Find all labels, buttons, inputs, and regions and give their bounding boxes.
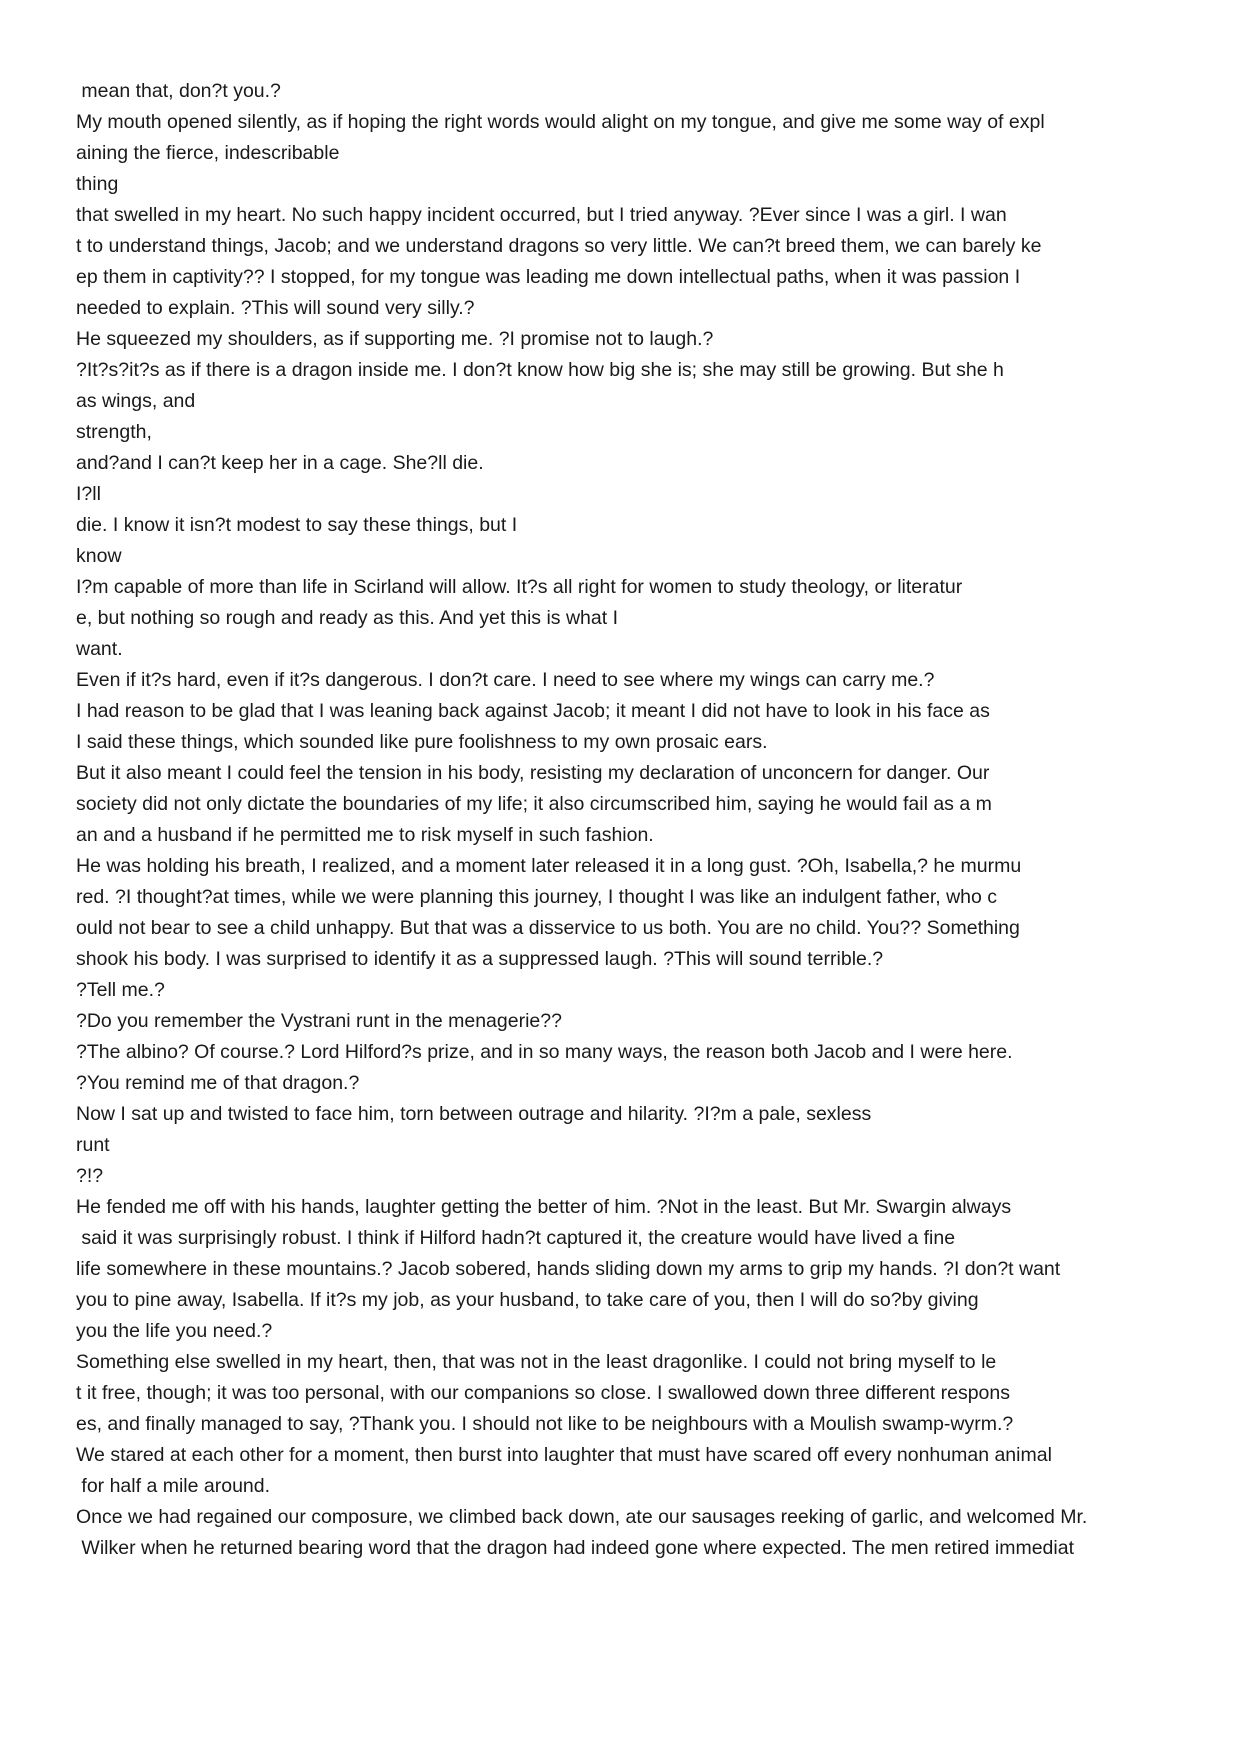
text-line: ep them in captivity?? I stopped, for my tongue was leading me down intellectual paths, when it was passion I <box>76 266 1021 288</box>
text-line: strength, <box>76 421 152 443</box>
text-line: red. ?I thought?at times, while we were planning this journey, I thought I was like an indulgent father, who c <box>76 886 998 908</box>
text-line: I said these things, which sounded like pure foolishness to my own prosaic ears. <box>76 731 768 753</box>
body-text <box>76 76 1186 1564</box>
text-line: My mouth opened silently, as if hoping the right words would alight on my tongue, and give me some way of expl <box>76 111 1045 133</box>
text-line: He was holding his breath, I realized, and a moment later released it in a long gust. ?Oh, Isabella,? he murmu <box>76 855 1022 877</box>
text-line: shook his body. I was surprised to identify it as a suppressed laugh. ?This will sound terrible.? <box>76 948 884 970</box>
text-line: ?!? <box>76 1165 104 1187</box>
text-line: and?and I can?t keep her in a cage. She?ll die. <box>76 452 484 474</box>
text-line: t to understand things, Jacob; and we understand dragons so very little. We can?t breed them, we can barely ke <box>76 235 1042 257</box>
text-line: as wings, and <box>76 390 196 412</box>
text-line: needed to explain. ?This will sound very silly.? <box>76 297 475 319</box>
text-line: die. I know it isn?t modest to say these things, but I <box>76 514 518 536</box>
text-line: es, and finally managed to say, ?Thank you. I should not like to be neighbours with a Moulish swamp-wyrm.? <box>76 1413 1014 1435</box>
text-line: ?You remind me of that dragon.? <box>76 1072 360 1094</box>
text-line: ?Do you remember the Vystrani runt in the menagerie?? <box>76 1010 562 1032</box>
text-line: that swelled in my heart. No such happy incident occurred, but I tried anyway. ?Ever since I was a girl. I wan <box>76 204 1007 226</box>
text-line: ould not bear to see a child unhappy. But that was a disservice to us both. You are no child. You?? Something <box>76 917 1020 939</box>
text-line: I had reason to be glad that I was leaning back against Jacob; it meant I did not have to look in his face as <box>76 700 990 722</box>
text-line: I?m capable of more than life in Scirland will allow. It?s all right for women to study theology, or literatur <box>76 576 963 598</box>
text-line: But it also meant I could feel the tension in his body, resisting my declaration of unconcern for danger. Our <box>76 762 990 784</box>
text-line: society did not only dictate the boundaries of my life; it also circumscribed him, saying he would fail as a m <box>76 793 992 815</box>
text-line: e, but nothing so rough and ready as this. And yet this is what I <box>76 607 619 629</box>
text-line: mean that, don?t you.? <box>76 80 281 102</box>
text-line: aining the fierce, indescribable <box>76 142 340 164</box>
text-line: thing <box>76 173 119 195</box>
text-line: He squeezed my shoulders, as if supporting me. ?I promise not to laugh.? <box>76 328 714 350</box>
text-line: We stared at each other for a moment, then burst into laughter that must have scared off every nonhuman animal <box>76 1444 1052 1466</box>
text-line: Even if it?s hard, even if it?s dangerous. I don?t care. I need to see where my wings can carry me.? <box>76 669 935 691</box>
text-line: for half a mile around. <box>76 1475 271 1497</box>
text-line: Once we had regained our composure, we climbed back down, ate our sausages reeking of garlic, and welcomed Mr. <box>76 1506 1088 1528</box>
text-line: you to pine away, Isabella. If it?s my job, as your husband, to take care of you, then I will do so?by giving <box>76 1289 979 1311</box>
text-line: Something else swelled in my heart, then, that was not in the least dragonlike. I could not bring myself to le <box>76 1351 997 1373</box>
text-line: said it was surprisingly robust. I think if Hilford hadn?t captured it, the creature would have lived a fine <box>76 1227 956 1249</box>
text-line: you the life you need.? <box>76 1320 273 1342</box>
text-line: ?The albino? Of course.? Lord Hilford?s prize, and in so many ways, the reason both Jacob and I were here. <box>76 1041 1013 1063</box>
text-line: He fended me off with his hands, laughter getting the better of him. ?Not in the least. But Mr. Swargin always <box>76 1196 1012 1218</box>
text-line: want. <box>76 638 123 660</box>
text-line: runt <box>76 1134 110 1156</box>
text-line: Wilker when he returned bearing word that the dragon had indeed gone where expected. The men retired immediat <box>76 1537 1074 1559</box>
text-line: ?Tell me.? <box>76 979 165 1001</box>
text-line: know <box>76 545 122 567</box>
text-line: ?It?s?it?s as if there is a dragon inside me. I don?t know how big she is; she may still be growing. But she h <box>76 359 1004 381</box>
text-line: an and a husband if he permitted me to risk myself in such fashion. <box>76 824 654 846</box>
text-line: life somewhere in these mountains.? Jacob sobered, hands sliding down my arms to grip my hands. ?I don?t want <box>76 1258 1061 1280</box>
text-line: I?ll <box>76 483 101 505</box>
text-line: Now I sat up and twisted to face him, torn between outrage and hilarity. ?I?m a pale, sexless <box>76 1103 872 1125</box>
text-line: t it free, though; it was too personal, with our companions so close. I swallowed down three different respons <box>76 1382 1010 1404</box>
